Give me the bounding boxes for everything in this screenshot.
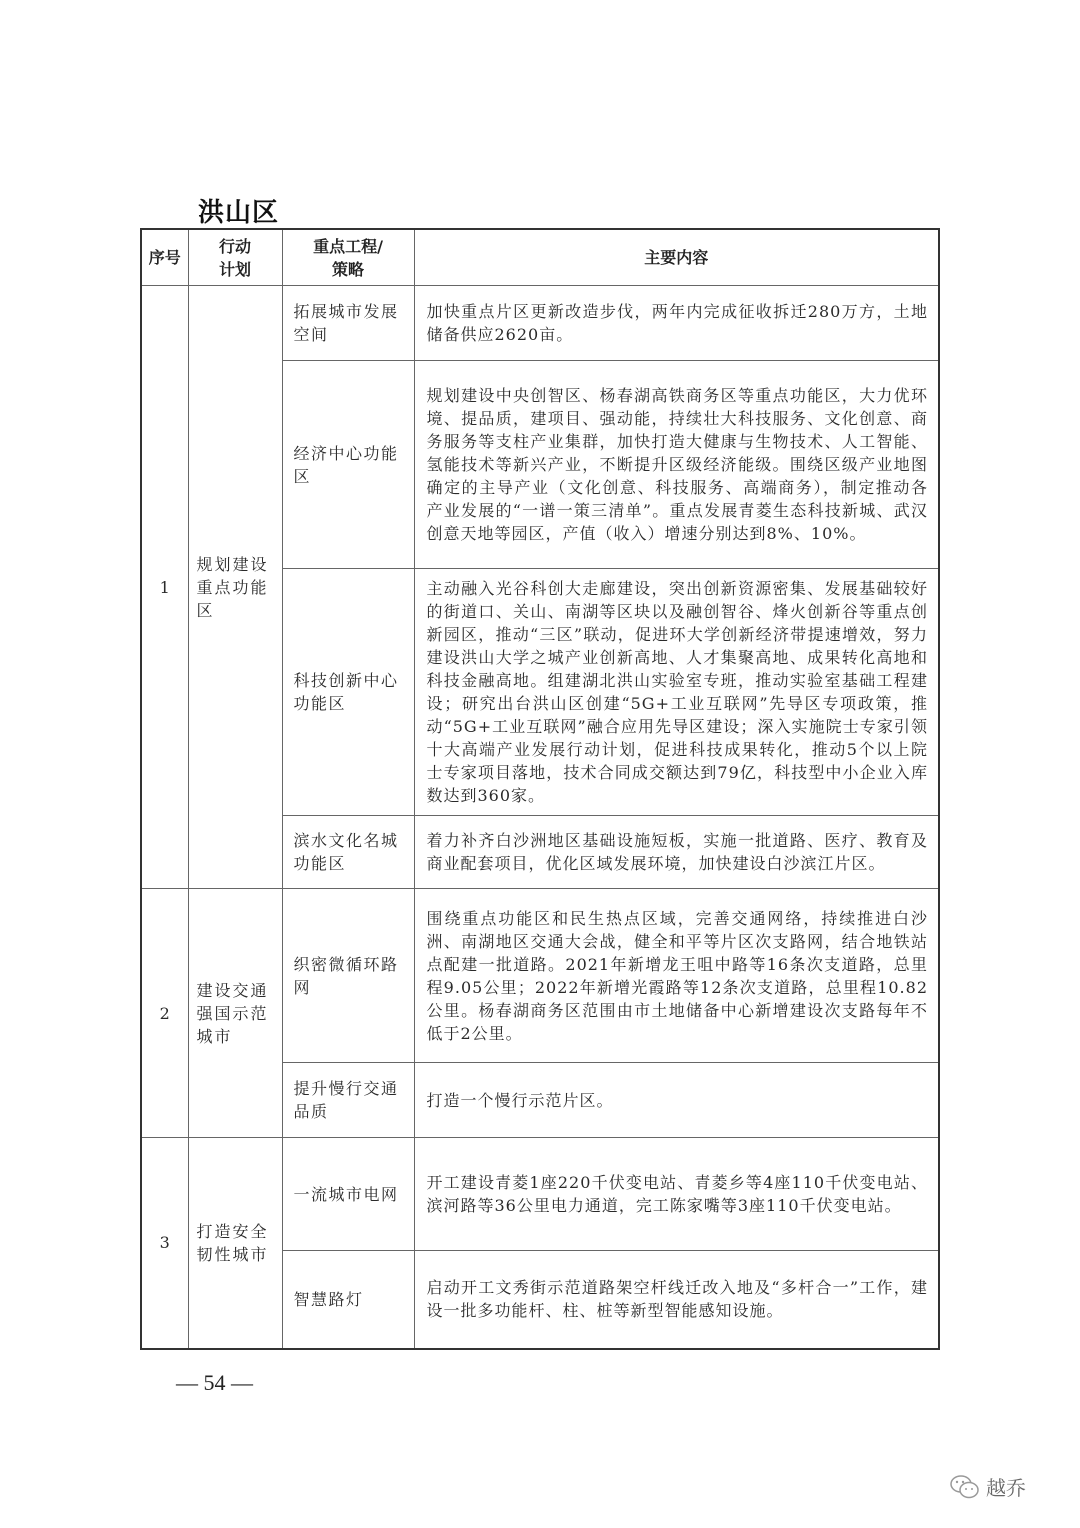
watermark: [950, 1472, 1026, 1501]
row-number: 1: [141, 286, 188, 889]
header-no: 序号: [141, 229, 188, 286]
table-row: [141, 889, 939, 1063]
action-plan: 规划建设重点功能区: [188, 286, 282, 889]
project-content: 规划建设中央创智区、杨春湖高铁商务区等重点功能区，大力优环境、提品质，建项目、强动能，持续壮大科技服务、文化创意、商务服务等支柱产业集群，加快打造大健康与生物技术、人工智能、氢能技术等新兴产业，不断提升区级经济能级。围绕区级产业地图确定的主导产业（文化创意、科技服务、高端商务），制定推动各产业发展的“一谱一策三清单”。重点发展青菱生态科技新城、武汉创意天地等园区，产值（收入）增速分别达到8%、10%。: [414, 361, 939, 569]
project-name: 一流城市电网: [282, 1138, 414, 1251]
table-row: [141, 286, 939, 361]
action-plan: 建设交通强国示范城市: [188, 889, 282, 1138]
header-project-line: 重点工程/: [313, 236, 383, 256]
project-name: 经济中心功能区: [282, 361, 414, 569]
action-plan-table: [140, 228, 940, 1350]
page-number: — 54 —: [176, 1370, 253, 1395]
project-content: 启动开工文秀街示范道路架空杆线迁改入地及“多杆合一”工作，建设一批多功能杆、柱、桩等新型智能感知设施。: [414, 1251, 939, 1349]
wechat-icon: [950, 1474, 980, 1500]
project-content: 主动融入光谷科创大走廊建设，突出创新资源密集、发展基础较好的街道口、关山、南湖等区块以及融创智谷、烽火创新谷等重点创新园区，推动“三区”联动，促进环大学创新经济带提速增效，努力建设洪山大学之城产业创新高地、人才集聚高地、成果转化高地和科技金融高地。组建湖北洪山实验室专班，推动实验室基础工程建设；研究出台洪山区创建“5G+工业互联网”先导区专项政策，推动“5G+工业互联网”融合应用先导区建设；深入实施院士专家引领十大高端产业发展行动计划，促进科技成果转化，推动5个以上院士专家项目落地，技术合同成交额达到79亿，科技型中小企业入库数达到360家。: [414, 569, 939, 816]
project-content: 开工建设青菱1座220千伏变电站、青菱乡等4座110千伏变电站、滨河路等36公里电力通道，完工陈家嘴等3座110千伏变电站。: [414, 1138, 939, 1251]
header-plan-line: 计划: [218, 259, 251, 279]
page-title: 洪山区: [198, 198, 280, 228]
project-name: 织密微循环路网: [282, 889, 414, 1063]
watermark-text: 越乔: [986, 1476, 1026, 1500]
project-content: 着力补齐白沙洲地区基础设施短板，实施一批道路、医疗、教育及商业配套项目，优化区域发展环境，加快建设白沙滨江片区。: [414, 816, 939, 889]
project-content: 围绕重点功能区和民生热点区域，完善交通网络，持续推进白沙洲、南湖地区交通大会战，健全和平等片区次支路网，结合地铁站点配建一批道路。2021年新增龙王咀中路等16条次支道路，总里程9.05公里；2022年新增光霞路等12条次支道路，总里程10.82公里。杨春湖商务区范围由市土地储备中心新增建设次支路每年不低于2公里。: [414, 889, 939, 1063]
project-content: 打造一个慢行示范片区。: [414, 1063, 939, 1138]
header-project: [282, 229, 414, 286]
header-project-line: 策略: [331, 259, 364, 279]
table-header-row: [141, 229, 939, 286]
project-name: 拓展城市发展空间: [282, 286, 414, 361]
header-plan: [188, 229, 282, 286]
table-row: [141, 1138, 939, 1251]
project-content: 加快重点片区更新改造步伐，两年内完成征收拆迁280万方，土地储备供应2620亩。: [414, 286, 939, 361]
action-plan: 打造安全韧性城市: [188, 1138, 282, 1349]
project-name: 科技创新中心功能区: [282, 569, 414, 816]
project-name: 滨水文化名城功能区: [282, 816, 414, 889]
project-name: 智慧路灯: [282, 1251, 414, 1349]
header-content: 主要内容: [414, 229, 939, 286]
header-plan-line: 行动: [218, 236, 251, 256]
row-number: 3: [141, 1138, 188, 1349]
project-name: 提升慢行交通品质: [282, 1063, 414, 1138]
row-number: 2: [141, 889, 188, 1138]
